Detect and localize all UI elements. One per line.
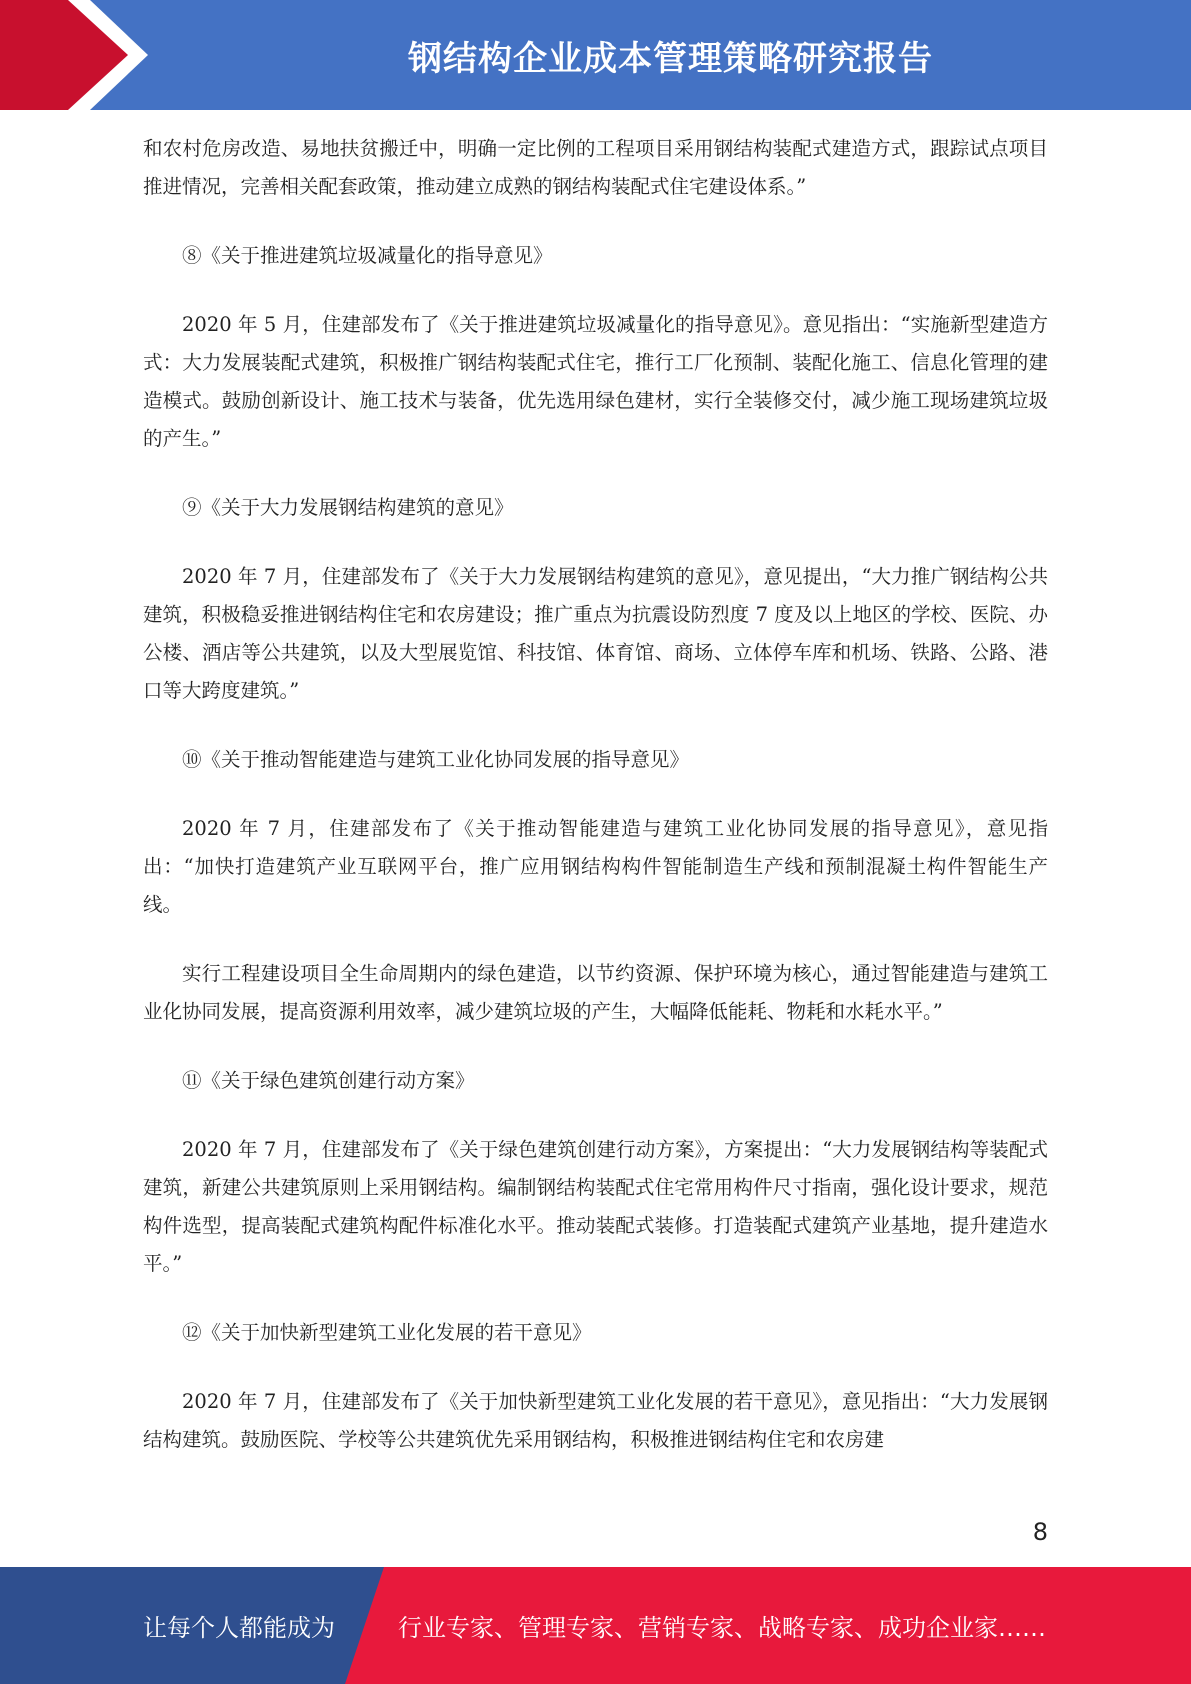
document-body: [143, 130, 1048, 1490]
footer-slogan-left: 让每个人都能成为: [143, 1614, 335, 1642]
paragraph-policy-11: 2020 年 7 月，住建部发布了《关于绿色建筑创建行动方案》，方案提出：“大力发展钢结构等装配式建筑，新建公共建筑原则上采用钢结构。编制钢结构装配式住宅常用构件尺寸指南，强化设计要求，规范构件选型，提高装配式建筑构配件标准化水平。推动装配式装修。打造装配式建筑产业基地，提升建造水平。”: [143, 1138, 1048, 1275]
page-number: 8: [1032, 1518, 1048, 1546]
footer-slogan-right: 行业专家、管理专家、营销专家、战略专家、成功企业家……: [398, 1614, 1046, 1642]
paragraph-continued: 和农村危房改造、易地扶贫搬迁中，明确一定比例的工程项目采用钢结构装配式建造方式，跟踪试点项目推进情况，完善相关配套政策，推动建立成熟的钢结构装配式住宅建设体系。”: [143, 137, 1048, 198]
paragraph-policy-9: 2020 年 7 月，住建部发布了《关于大力发展钢结构建筑的意见》，意见提出，“大力推广钢结构公共建筑，积极稳妥推进钢结构住宅和农房建设；推广重点为抗震设防烈度 7 度及以上地区的学校、医院、办公楼、酒店等公共建筑，以及大型展览馆、科技馆、体育馆、商场、立体停车库和机场、铁路、公路、港口等大跨度建筑。”: [143, 565, 1048, 702]
paragraph-policy-10b: 实行工程建设项目全生命周期内的绿色建造，以节约资源、保护环境为核心，通过智能建造与建筑工业化协同发展，提高资源利用效率，减少建筑垃圾的产生，大幅降低能耗、物耗和水耗水平。”: [143, 962, 1048, 1023]
paragraph-policy-10a: 2020 年 7 月，住建部发布了《关于推动智能建造与建筑工业化协同发展的指导意见》，意见指出：“加快打造建筑产业互联网平台，推广应用钢结构构件智能制造生产线和预制混凝土构件智能生产线。: [143, 817, 1048, 916]
policy-heading-8: ⑧《关于推进建筑垃圾减量化的指导意见》: [182, 244, 553, 267]
policy-heading-9: ⑨《关于大力发展钢结构建筑的意见》: [182, 496, 514, 519]
policy-heading-10: ⑩《关于推动智能建造与建筑工业化协同发展的指导意见》: [182, 748, 690, 771]
policy-heading-11: ⑪《关于绿色建筑创建行动方案》: [182, 1069, 475, 1092]
policy-heading-12: ⑫《关于加快新型建筑工业化发展的若干意见》: [182, 1321, 592, 1344]
paragraph-policy-12: 2020 年 7 月，住建部发布了《关于加快新型建筑工业化发展的若干意见》，意见指出：“大力发展钢结构建筑。鼓励医院、学校等公共建筑优先采用钢结构，积极推进钢结构住宅和农房建: [143, 1390, 1048, 1451]
report-title: 钢结构企业成本管理策略研究报告: [408, 38, 933, 79]
paragraph-policy-8: 2020 年 5 月，住建部发布了《关于推进建筑垃圾减量化的指导意见》。意见指出：“实施新型建造方式：大力发展装配式建筑，积极推广钢结构装配式住宅，推行工厂化预制、装配化施工、信息化管理的建造模式。鼓励创新设计、施工技术与装备，优先选用绿色建材，实行全装修交付，减少施工现场建筑垃圾的产生。”: [143, 313, 1048, 450]
page-footer: [0, 1567, 1191, 1684]
page-header: [0, 0, 1191, 110]
